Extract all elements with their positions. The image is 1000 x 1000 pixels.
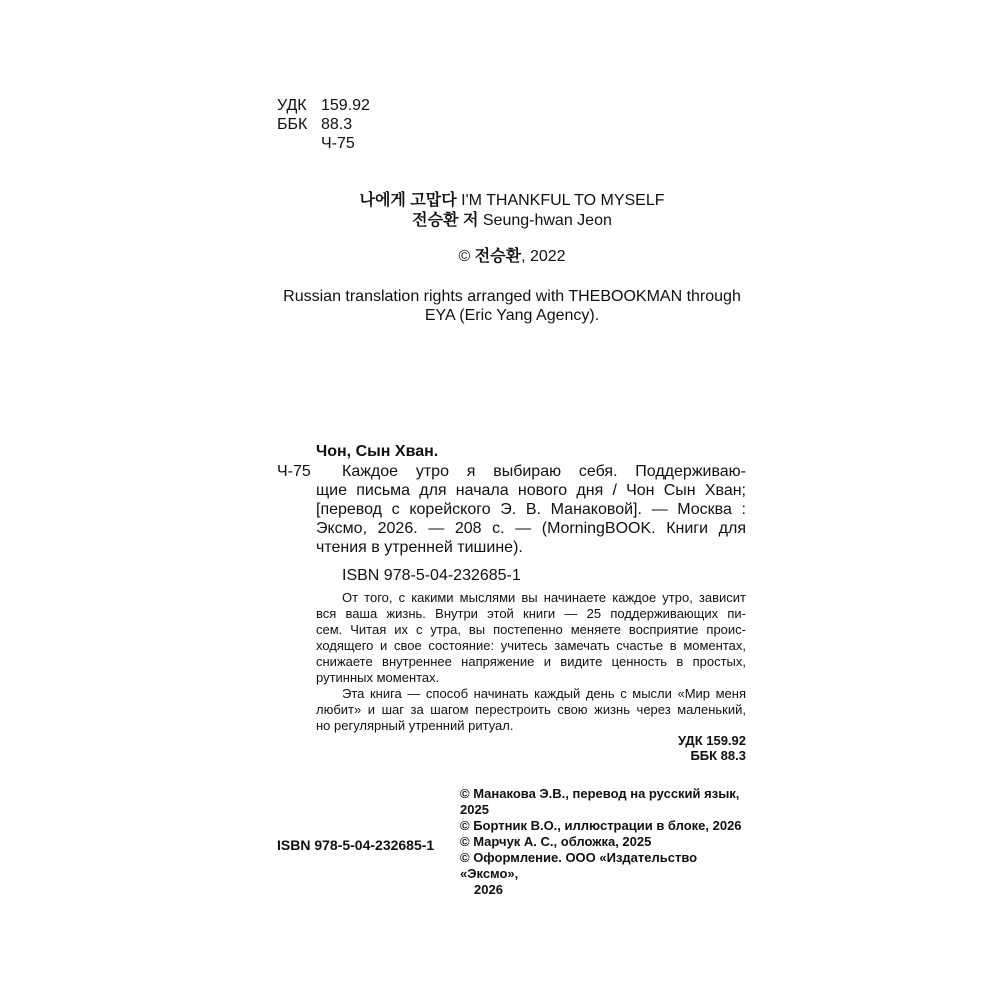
record-mark: Ч-75 [277,463,311,480]
record-line: Эксмо, 2026. — 208 с. — (MorningBOOK. Книги для [316,520,746,537]
annotation-line: любит» и шаг за шагом перестроить свою жизнь через маленький, [316,702,746,717]
original-title-english: I'M THANKFUL TO MYSELF [461,192,665,209]
annotation-line: От того, с какими мыслями вы начинаете каждое утро, зависит [342,590,746,605]
record-author-heading: Чон, Сын Хван. [316,443,439,460]
copyright-line: © Манакова Э.В., перевод на русский язык, 2025 [460,786,740,817]
original-author-line [250,211,774,230]
bbk-label: ББК [277,116,308,133]
record-line: чтения в утренней тишине). [316,539,523,556]
copyright-line: © Оформление. ООО «Издательство «Эксмо», [460,850,698,881]
rights-line-2: EYA (Eric Yang Agency). [424,307,600,324]
copyright-line: 2026 [474,882,503,897]
record-line: [перевод с корейского Э. В. Манаковой]. — Москва : [316,501,746,518]
record-line: Каждое утро я выбираю себя. Поддерживаю- [342,463,746,480]
original-title-line [250,191,774,210]
original-author-english: Seung-hwan Jeon [482,212,612,229]
udk-label: УДК [277,97,307,114]
author-mark: Ч-75 [321,135,355,152]
original-title-korean: 나에게 고맙다 [359,192,457,209]
annotation-line: Эта книга — способ начинать каждый день с мысли «Мир меня [342,686,746,701]
original-author-korean: 전승환 저 [412,212,479,229]
copyright-year: , 2022 [521,248,566,265]
footer-isbn: ISBN 978-5-04-232685-1 [277,837,435,853]
annotation-udk: УДК 159.92 [678,733,746,748]
annotation-line: рутинных моментах. [316,670,440,685]
copyrights-block [460,786,746,898]
bbk-value: 88.3 [321,116,353,133]
udk-value: 159.92 [321,97,370,114]
annotation-line: но регулярный утренний ритуал. [316,718,514,733]
annotation-line: сем. Читая их с утра, вы постепенно меняете восприятие проис- [316,622,746,637]
copyright-line: © Бортник В.О., иллюстрации в блоке, 2026 [460,818,742,833]
record-description [316,462,746,557]
annotation-line: ходящего и свое состояние: учитесь замечать счастье в моментах, [316,638,746,653]
copyright-line: © Марчук А. С., обложка, 2025 [460,834,652,849]
original-copyright-line [250,247,774,266]
rights-line-1: Russian translation rights arranged with THEBOOKMAN through [283,288,741,305]
record-isbn: ISBN 978-5-04-232685-1 [342,567,521,584]
copyright-symbol: © [458,248,471,265]
annotation-line: вся ваша жизнь. Внутри этой книги — 25 поддерживающих пи- [316,606,746,621]
annotation-bbk: ББК 88.3 [690,748,746,763]
annotation-line: снижаете внутреннее напряжение и видите ценность в простых, [316,654,746,669]
annotation-block [316,590,746,734]
record-line: щие письма для начала нового дня / Чон Сын Хван; [316,482,746,499]
copyright-name-korean: 전승환 [474,248,522,265]
